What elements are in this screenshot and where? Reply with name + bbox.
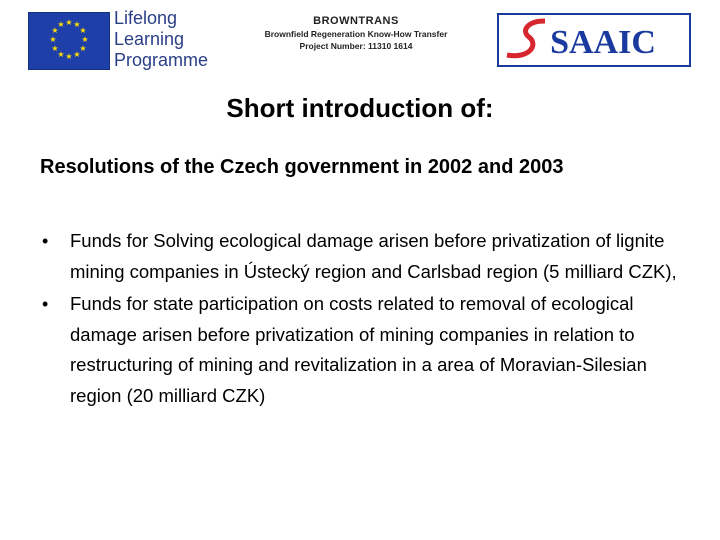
bullet-dot-icon: • <box>42 294 49 314</box>
llp-logo-text <box>114 8 208 71</box>
svg-text:★: ★ <box>51 44 59 53</box>
svg-text:★: ★ <box>49 35 57 44</box>
slide-title: Short introduction of: <box>226 93 494 123</box>
bullet-text: Funds for Solving ecological damage arisen before privatization of lignite mining companies in Ústecký region and Carlsbad region (5 milliard CZK), <box>70 230 677 282</box>
svg-text:★: ★ <box>73 20 81 29</box>
svg-text:★: ★ <box>79 26 87 35</box>
svg-text:★: ★ <box>57 50 65 59</box>
saaic-logo-text: SAAIC <box>550 24 656 61</box>
llp-line-1: Lifelong <box>114 8 178 28</box>
list-item <box>40 289 690 411</box>
saaic-logo <box>497 13 691 67</box>
llp-line-3: Programme <box>114 50 209 70</box>
bullet-list <box>40 226 690 413</box>
project-subtitle: Brownfield Regeneration Know-How Transfer <box>264 29 448 39</box>
list-item <box>40 226 690 287</box>
eu-flag-icon <box>28 12 110 70</box>
project-title: BROWNTRANS <box>313 15 399 27</box>
bullet-dot-icon: • <box>42 231 49 251</box>
svg-text:★: ★ <box>79 44 87 53</box>
llp-line-2: Learning <box>114 29 185 49</box>
svg-text:★: ★ <box>51 26 59 35</box>
svg-text:★: ★ <box>81 35 89 44</box>
svg-text:★: ★ <box>65 18 73 27</box>
project-number: Project Number: 11310 1614 <box>299 41 413 51</box>
project-info <box>236 14 476 52</box>
svg-text:★: ★ <box>57 20 65 29</box>
section-heading: Resolutions of the Czech government in 2002 and 2003 <box>40 156 564 178</box>
slide-header <box>0 0 720 82</box>
svg-text:★: ★ <box>73 50 81 59</box>
svg-text:★: ★ <box>65 52 73 61</box>
bullet-text: Funds for state participation on costs related to removal of ecological damage arisen before privatization of mining companies in relation to restructuring of mining and revitalization in a area of Moravian-Silesian region (20 milliard CZK) <box>70 293 647 406</box>
